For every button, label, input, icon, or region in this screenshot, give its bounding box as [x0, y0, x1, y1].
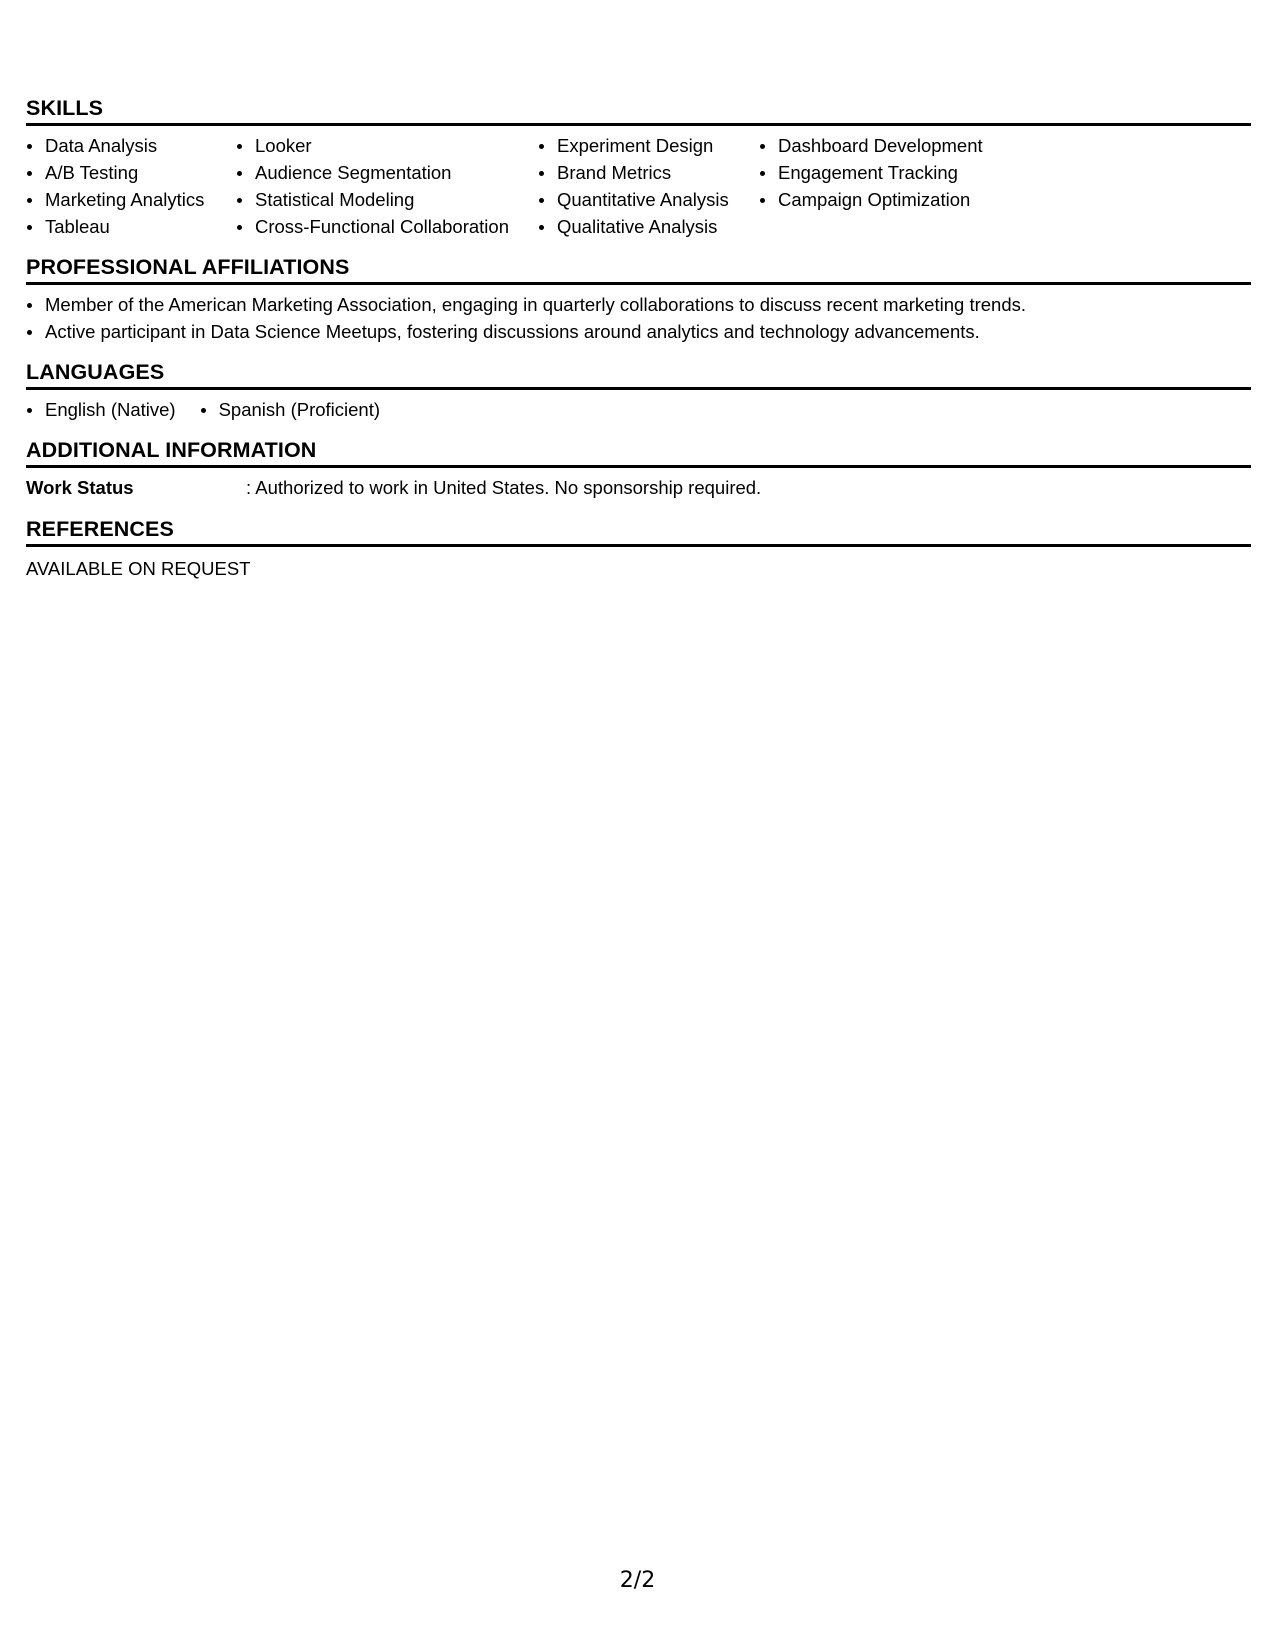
- work-status-value: : Authorized to work in United States. No sponsorship required.: [246, 477, 762, 498]
- skills-column-3: [538, 132, 759, 240]
- language-item: Spanish (Proficient): [200, 396, 380, 423]
- skill-item: Qualitative Analysis: [538, 213, 759, 240]
- language-item: English (Native): [26, 396, 176, 423]
- languages-section: [26, 360, 1251, 423]
- skill-item: Audience Segmentation: [236, 159, 538, 186]
- skill-item: Data Analysis: [26, 132, 236, 159]
- skill-item: Campaign Optimization: [759, 186, 1059, 213]
- resume-page: [26, 96, 1251, 582]
- skills-section: [26, 96, 1251, 240]
- skill-item: Dashboard Development: [759, 132, 1059, 159]
- skills-grid: [26, 126, 1251, 240]
- additional-info-section: [26, 438, 1251, 501]
- skill-item: Quantitative Analysis: [538, 186, 759, 213]
- references-section: [26, 517, 1251, 582]
- affiliation-item: Active participant in Data Science Meetups, fostering discussions around analytics and technology advancements.: [26, 318, 1251, 345]
- affiliations-heading: PROFESSIONAL AFFILIATIONS: [26, 255, 1251, 285]
- languages-heading: LANGUAGES: [26, 360, 1251, 390]
- work-status-label: Work Status: [26, 477, 134, 498]
- skills-heading: SKILLS: [26, 96, 1251, 126]
- references-heading: REFERENCES: [26, 517, 1251, 547]
- references-text: AVAILABLE ON REQUEST: [26, 558, 251, 579]
- skill-item: Brand Metrics: [538, 159, 759, 186]
- languages-list: [26, 390, 1251, 423]
- skill-item: Tableau: [26, 213, 236, 240]
- affiliation-item: Member of the American Marketing Association, engaging in quarterly collaborations to discuss recent marketing trends.: [26, 291, 1251, 318]
- additional-info-heading: ADDITIONAL INFORMATION: [26, 438, 1251, 468]
- skill-item: Looker: [236, 132, 538, 159]
- skill-item: Engagement Tracking: [759, 159, 1059, 186]
- skill-item: A/B Testing: [26, 159, 236, 186]
- page-number: 2/2: [619, 1568, 656, 1593]
- affiliations-list: [26, 285, 1251, 345]
- affiliations-section: [26, 255, 1251, 345]
- skills-column-2: [236, 132, 538, 240]
- skills-column-4: [759, 132, 1059, 240]
- skill-item: Statistical Modeling: [236, 186, 538, 213]
- skills-column-1: [26, 132, 236, 240]
- skill-item: Marketing Analytics: [26, 186, 236, 213]
- skill-item: Cross-Functional Collaboration: [236, 213, 538, 240]
- skill-item: Experiment Design: [538, 132, 759, 159]
- work-status-row: [26, 468, 1251, 501]
